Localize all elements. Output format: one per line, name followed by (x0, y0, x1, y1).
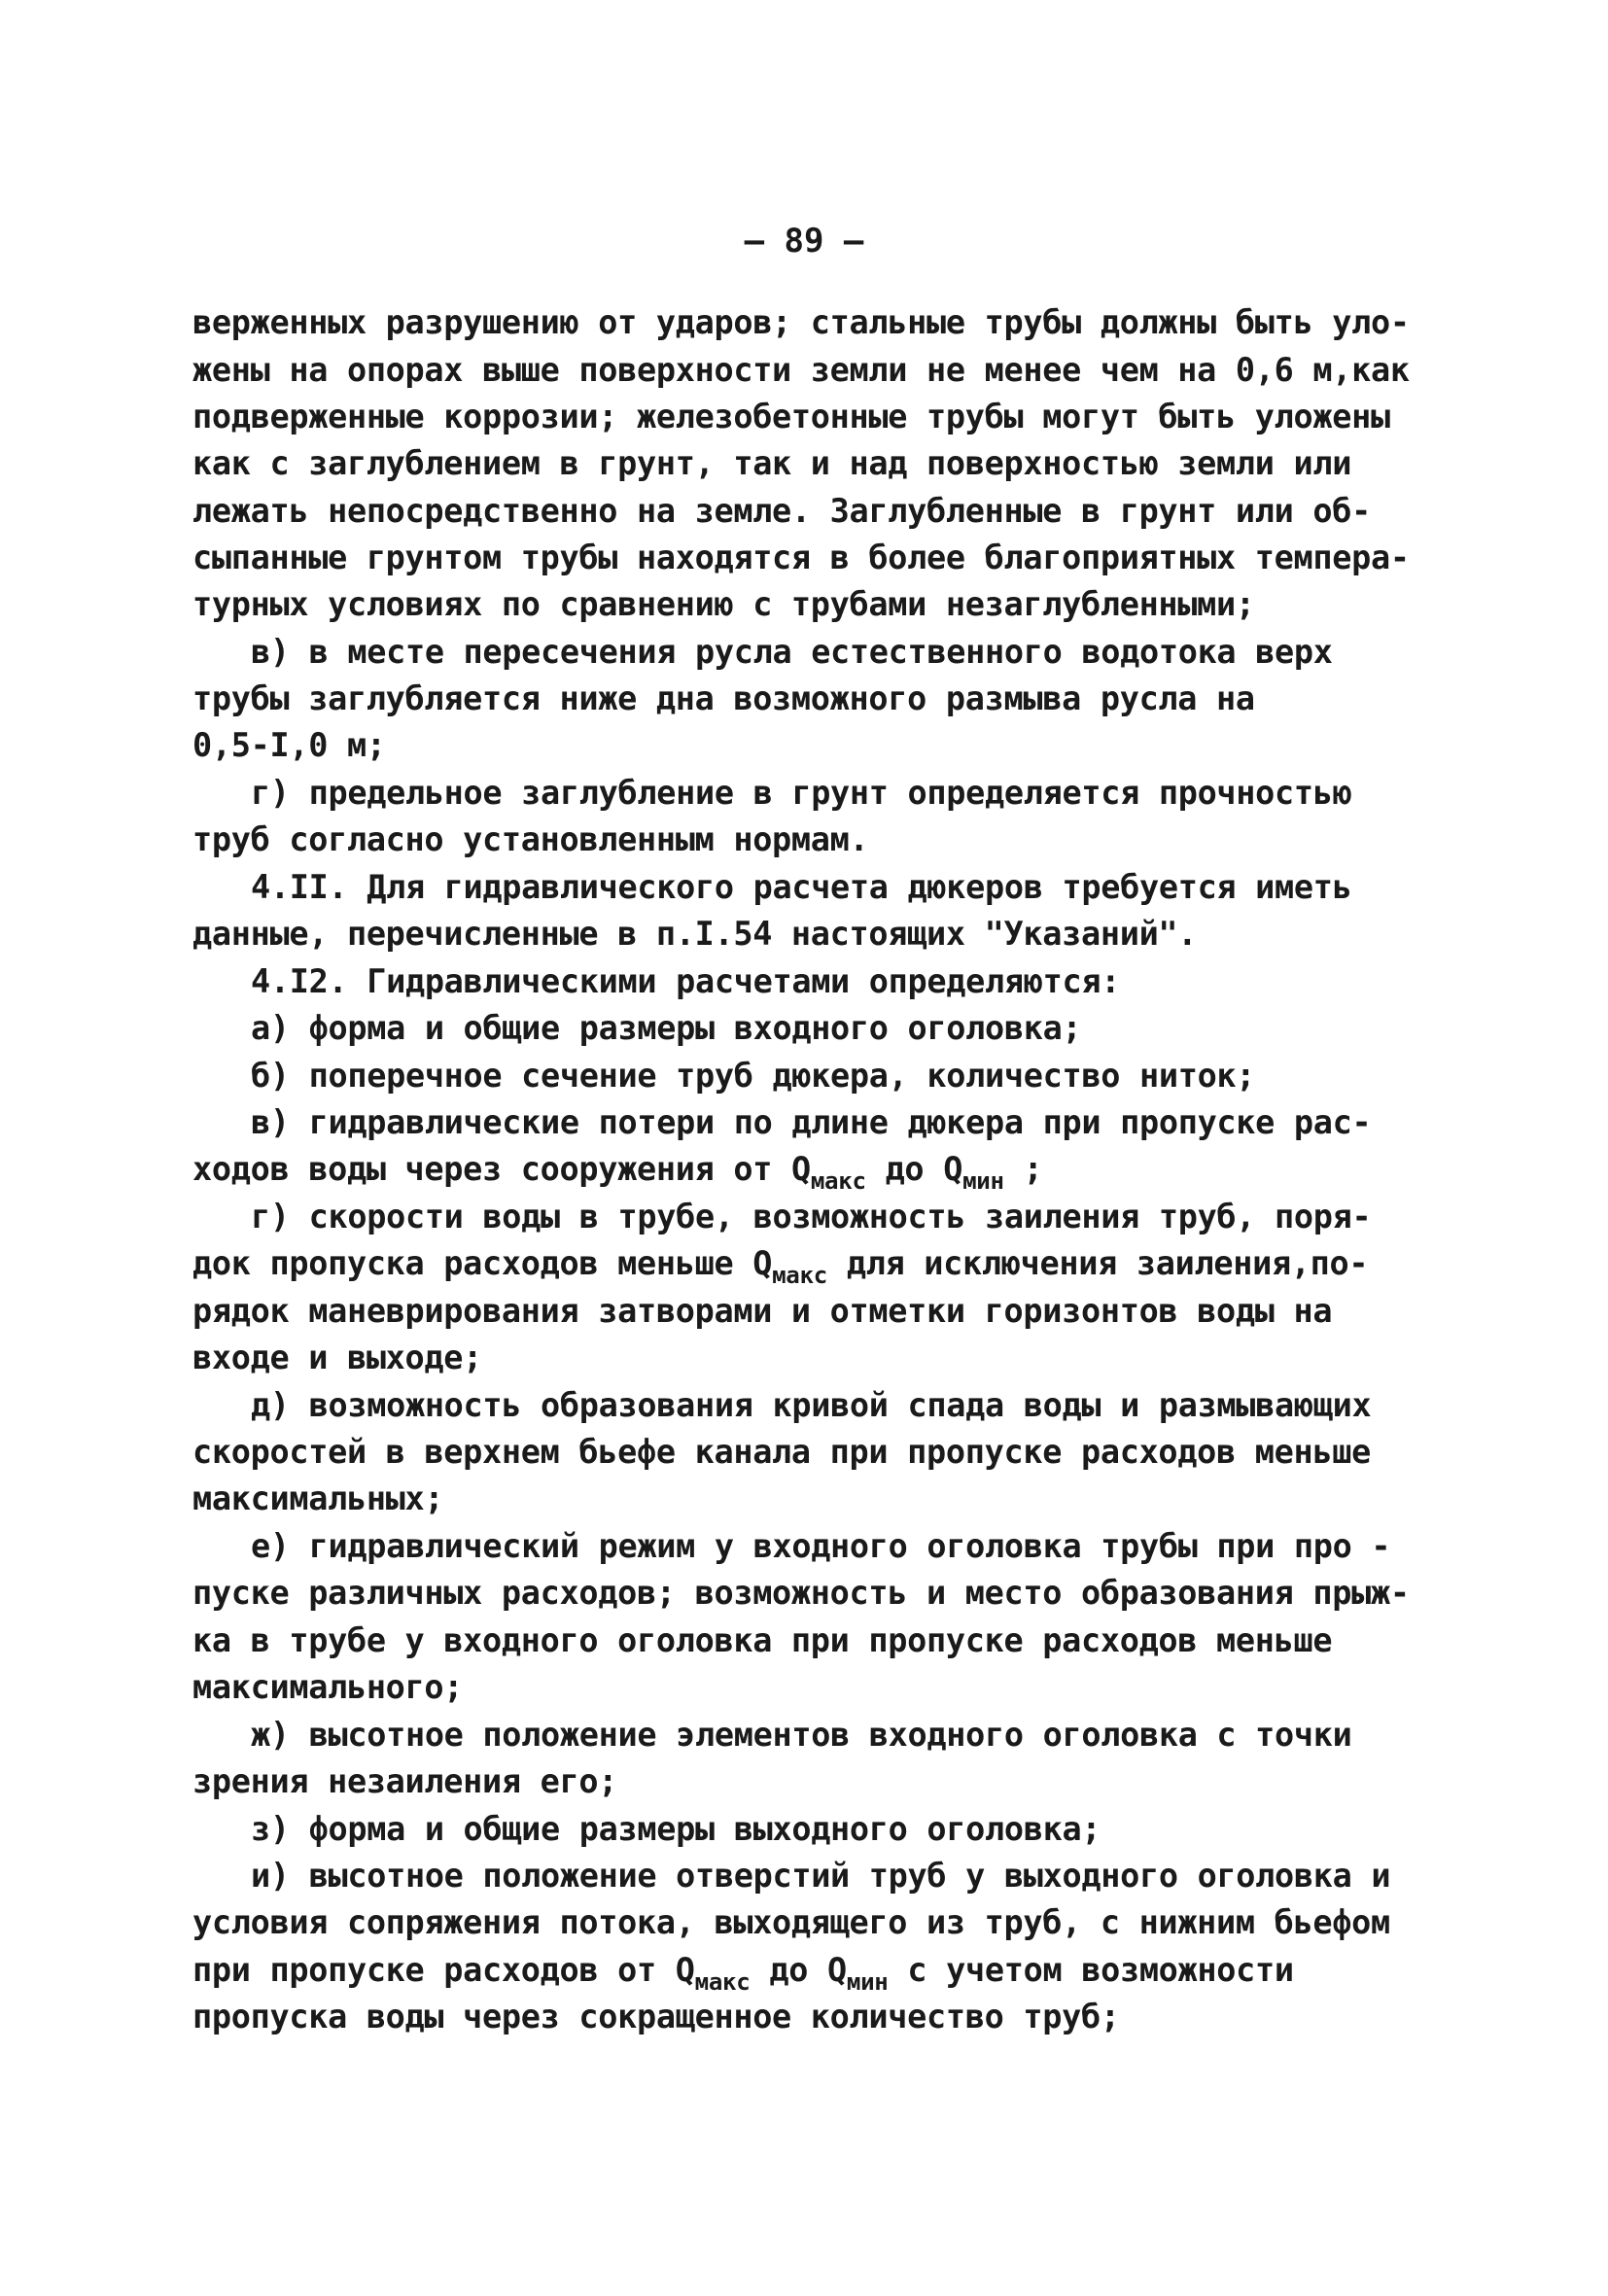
text-line: верженных разрушению от ударов; стальные трубы должны быть уло- (192, 303, 1410, 341)
text-line: пуске различных расходов; возможность и место образования прыж- (192, 1574, 1410, 1612)
text-line: ка в трубе у входного оголовка при пропуске расходов меньше (192, 1621, 1333, 1659)
text-line: д) возможность образования кривой спада воды и размывающих (251, 1386, 1372, 1424)
text-line: лежать непосредственно на земле. Заглубленные в грунт или об- (192, 492, 1371, 530)
q-max (790, 1150, 866, 1196)
max-subscript: макс (772, 1262, 827, 1290)
text-line: ж) высотное положение элементов входного оголовка с точки (251, 1716, 1352, 1754)
text-line: з) форма и общие размеры выходного оголовка; (251, 1810, 1101, 1848)
text-fragment: ходов воды через сооружения от (192, 1150, 773, 1188)
text-line: максимального; (192, 1668, 464, 1706)
semicolon: ; (1023, 1150, 1043, 1188)
text-line: скоростей в верхнем бьефе канала при пропуске расходов меньше (192, 1433, 1371, 1471)
text-line: как с заглублением в грунт, так и над поверхностью земли или (192, 444, 1352, 482)
q-min (943, 1150, 1004, 1196)
text-line: труб согласно установленным нормам. (192, 820, 869, 858)
text-line: данные, перечисленные в п.I.54 настоящих "Указаний". (192, 915, 1198, 953)
text-line: 4.II. Для гидравлического расчета дюкеров требуется иметь (251, 868, 1352, 906)
text-line: г) скорости воды в трубе, возможность заиления труб, поря- (251, 1198, 1372, 1235)
text-line: условия сопряжения потока, выходящего из труб, с нижним бьефом (192, 1903, 1390, 1941)
q-min (826, 1951, 889, 1997)
text-line-with-formula (192, 1244, 1369, 1290)
text-line: подверженные коррозии; железобетонные трубы могут быть уложены (192, 398, 1390, 435)
q-symbol: Q (943, 1150, 963, 1188)
text-line: в) в месте пересечения русла естественного водотока верх (251, 633, 1333, 671)
word-do: до (769, 1951, 809, 1989)
text-fragment: док пропуска расходов меньше (192, 1244, 734, 1282)
max-subscript: макс (694, 1968, 751, 1997)
text-line: в) гидравлические потери по длине дюкера при пропуске рас- (251, 1103, 1372, 1141)
text-line: и) высотное положение отверстий труб у выходного оголовка и (251, 1857, 1391, 1895)
q-symbol: Q (790, 1150, 811, 1188)
text-line: г) предельное заглубление в грунт определяется прочностью (251, 774, 1352, 812)
min-subscript: мин (962, 1167, 1004, 1196)
text-line: входе и выходе; (192, 1339, 483, 1376)
text-line: жены на опорах выше поверхности земли не менее чем на 0,6 м,как (192, 351, 1410, 389)
text-fragment: для исключения заиления,по- (846, 1244, 1369, 1282)
text-fragment: с учетом возможности (907, 1951, 1294, 1989)
text-line: трубы заглубляется ниже дна возможного размыва русла на (192, 679, 1255, 717)
text-line-with-formula (192, 1951, 1294, 1997)
text-line: а) форма и общие размеры входного оголовка; (251, 1009, 1082, 1047)
q-symbol: Q (675, 1951, 695, 1989)
text-fragment: при пропуске расходов от (192, 1951, 656, 1989)
text-line: зрения незаиления его; (192, 1762, 618, 1800)
page-number: — 89 — (744, 222, 864, 261)
text-line-with-formula (192, 1150, 1043, 1196)
text-line: 0,5-I,0 м; (192, 726, 386, 764)
q-symbol: Q (752, 1244, 773, 1282)
text-line: сыпанные грунтом трубы находятся в более благоприятных темпера- (192, 539, 1410, 576)
text-line: максимальных; (192, 1479, 444, 1517)
text-line: 4.I2. Гидравлическими расчетами определяются: (251, 962, 1121, 1000)
q-max (675, 1951, 751, 1997)
q-max (752, 1244, 827, 1290)
max-subscript: макс (810, 1167, 866, 1196)
text-line: пропуска воды через сокращенное количество труб; (192, 1998, 1120, 2035)
text-line: турных условиях по сравнению с трубами незаглубленными; (192, 585, 1255, 623)
text-line: е) гидравлический режим у входного оголовка трубы при про - (251, 1527, 1391, 1565)
min-subscript: мин (846, 1968, 889, 1997)
word-do: до (885, 1150, 925, 1188)
text-line: б) поперечное сечение труб дюкера, количество ниток; (251, 1057, 1256, 1095)
text-line: рядок маневрирования затворами и отметки горизонтов воды на (192, 1292, 1333, 1330)
q-symbol: Q (826, 1951, 847, 1989)
